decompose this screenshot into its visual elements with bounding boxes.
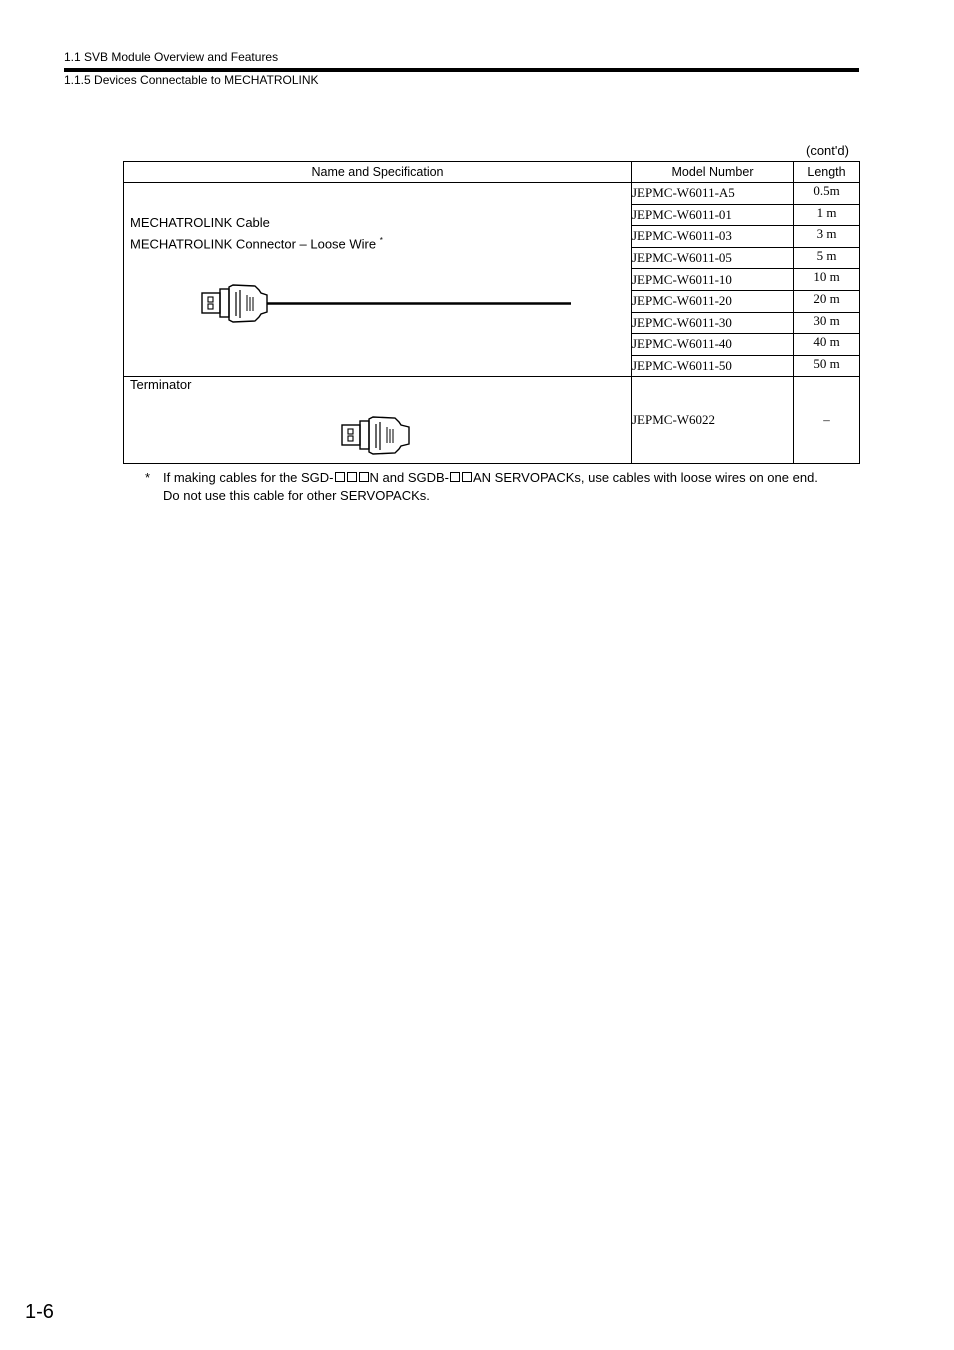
continued-label: (cont'd)	[806, 143, 849, 158]
length-cell: 1 m	[794, 204, 860, 226]
header-rule	[64, 68, 859, 72]
terminator-model-cell: JEPMC-W6022	[632, 377, 794, 464]
footnote-text-b: N and SGDB-	[369, 470, 449, 485]
model-cell: JEPMC-W6011-30	[632, 312, 794, 334]
model-cell: JEPMC-W6011-01	[632, 204, 794, 226]
placeholder-box-icon	[462, 472, 472, 482]
footnote-line-1	[163, 470, 818, 485]
footnote-mark: *	[145, 470, 151, 485]
length-cell: 3 m	[794, 226, 860, 248]
length-cell: 40 m	[794, 334, 860, 356]
table-header-row	[124, 162, 860, 183]
model-cell: JEPMC-W6011-05	[632, 247, 794, 269]
cable-illustration	[200, 283, 574, 325]
length-cell: 50 m	[794, 355, 860, 377]
placeholder-box-icon	[347, 472, 357, 482]
cable-name: MECHATROLINK Cable	[130, 215, 270, 230]
footnote-reference: *	[379, 236, 383, 245]
length-cell: 20 m	[794, 290, 860, 312]
model-cell: JEPMC-W6011-40	[632, 334, 794, 356]
column-header-model: Model Number	[632, 162, 794, 183]
cable-connector-spec-text: MECHATROLINK Connector – Loose Wire	[130, 236, 377, 252]
model-cell: JEPMC-W6011-50	[632, 355, 794, 377]
length-cell: 10 m	[794, 269, 860, 291]
model-cell: JEPMC-W6011-A5	[632, 183, 794, 205]
terminator-name-cell	[124, 377, 632, 464]
length-cell: 30 m	[794, 312, 860, 334]
length-cell: 0.5m	[794, 183, 860, 205]
footnote-text-c: AN SERVOPACKs, use cables with loose wires on one end.	[473, 470, 818, 485]
terminator-name: Terminator	[130, 377, 192, 393]
placeholder-box-icon	[335, 472, 345, 482]
placeholder-box-icon	[450, 472, 460, 482]
subsection-header: 1.1.5 Devices Connectable to MECHATROLINK	[64, 73, 319, 87]
model-cell: JEPMC-W6011-20	[632, 290, 794, 312]
cable-name-cell	[124, 183, 632, 377]
length-cell: 5 m	[794, 247, 860, 269]
footnote-text-a: If making cables for the SGD-	[163, 470, 334, 485]
table-row	[124, 183, 860, 205]
model-cell: JEPMC-W6011-03	[632, 226, 794, 248]
terminator-illustration	[340, 415, 412, 457]
column-header-name: Name and Specification	[124, 162, 632, 183]
terminator-row	[124, 377, 860, 464]
footnote-line-2: Do not use this cable for other SERVOPACKs.	[163, 488, 430, 503]
section-header: 1.1 SVB Module Overview and Features	[64, 50, 279, 64]
column-header-length: Length	[794, 162, 860, 183]
device-table	[123, 161, 860, 464]
page-number: 1-6	[25, 1301, 54, 1323]
model-cell: JEPMC-W6011-10	[632, 269, 794, 291]
terminator-length-cell: –	[794, 377, 860, 464]
cable-connector-spec	[130, 236, 383, 251]
placeholder-box-icon	[359, 472, 369, 482]
